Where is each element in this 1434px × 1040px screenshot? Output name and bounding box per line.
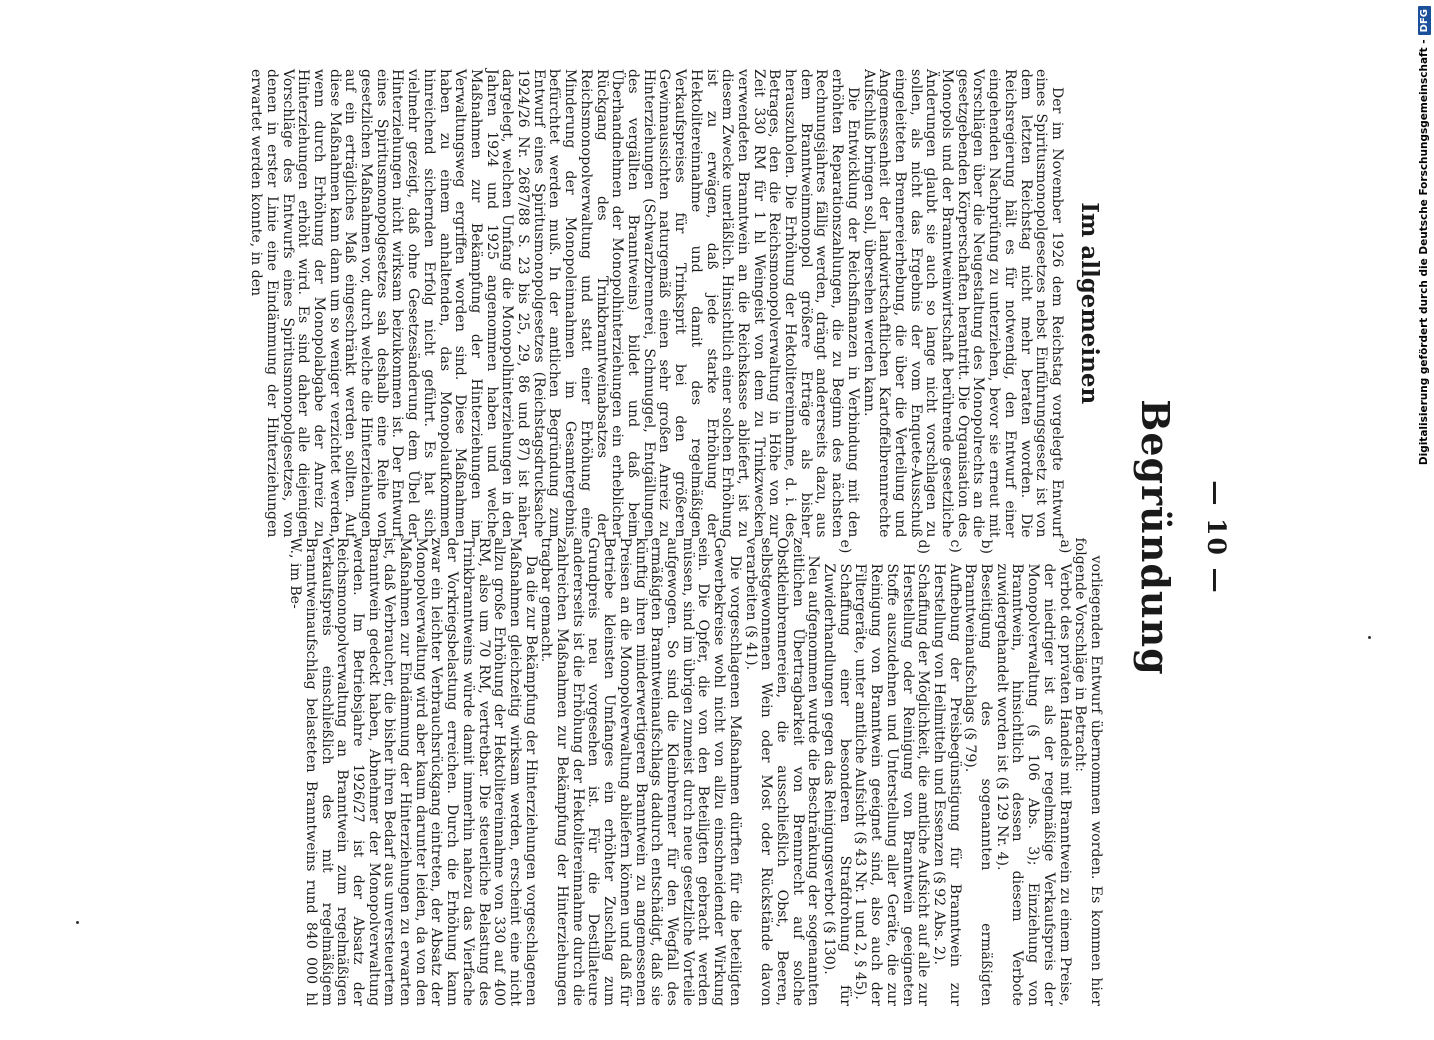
paragraph: Neu aufgenommen wurde die Beschränkung der sogenannten zeitlichen Übertragbarkeit von Brennrecht auf solche Obstkleinbrennereien, die ausschließlich Obst, Beeren, selbstgewonnenen Wein oder Most oder Rückstände davon verarbeiten (§ 41).: [742, 537, 822, 1006]
list-marker: a): [1056, 539, 1073, 554]
page-number: — 10 —: [1202, 480, 1231, 595]
paragraph: vorliegenden Entwurf übernommen worden. Es kommen hier folgende Vorschläge in Betracht:: [1072, 537, 1104, 1006]
right-column: [247, 538, 1103, 1007]
list-item-text: Verbot des privaten Handels mit Branntwein zu einem Preise, der niedriger ist als der regelmäßige Verkaufspreis der Monopolverwaltung (§ 106 Abs. 3); Einziehung von Branntwein, hinsichtlich dessen diesem Verbote zuwidergehandelt worden ist (§ 129 Nr. 4).: [993, 563, 1073, 1006]
list-marker: d): [915, 539, 932, 555]
watermark-text: Digitalisierung gefördert durch die Deutsche Forschungsgemeinschaft -: [1418, 39, 1430, 466]
page-title: Begründung: [1133, 399, 1178, 676]
list-marker: b): [978, 539, 995, 555]
text-columns: [247, 69, 1103, 1006]
scanned-page: [147, 35, 1277, 1040]
paragraph: Die vorgeschlagenen Maßnahmen dürften für die beteiligten Gewerbekreise wohl nicht von allzu einschneidender Wirkung sein. Die Opfer, die von den Beteiligten gebracht werden müssen, sind im übrigen zumeist durch neue gesetzliche Vorteile aufgewogen. So sind die Kleinbrenner für den Wegfall des ermäßigten Branntweinaufschlags dadurch entschädigt, daß sie künftig ihren minderwertigeren Branntwein zu angemessenen Preisen an die Monopolverwaltung abliefern können und daß für Betriebe kleinsten Umfanges ein erhöhter Zuschlag zum Grundpreis neu vorgesehen ist. Für die Destillateure andererseits ist die Erhöhung der Hektolitereinnahme durch die zahlreichen Maßnahmen zur Bekämpfung der Hinterziehungen tragbar gemacht.: [538, 537, 743, 1006]
list-item: [962, 538, 993, 1007]
list-item-text: Aufhebung der Preisbegünstigung für Branntwein zur Herstellung von Heilmitteln und Essenzen (§ 92 Abs. 2).: [930, 563, 963, 1006]
scan-speck: [76, 921, 79, 924]
paragraph: Die Entwicklung der Reichsfinanzen in Verbindung mit den erhöhten Reparationszahlungen, die zu Beginn des nächsten Rechnungsjahres fällig werden, drängt andererseits dazu, aus dem Branntweinmonopol größere Erträge als bisher herauszuholen. Die Erhöhung der Hektolitereinnahme, d. i. des Betrages, den die Reichsmonopolverwaltung in Höhe von zur Zeit 330 RM für 1 hl Weingeist von dem zu Trinkzwecken verwendeten Branntwein an die Reichskasse abliefert, ist zu diesem Zwecke unerläßlich. Hinsichtlich einer solchen Erhöhung ist zu erwägen, daß jede starke Erhöhung der Hektolitereinnahme und damit des regelmäßigen Verkaufspreises für Trinksprit bei den größeren Gewinnaussichten naturgemäß einen sehr großen Anreiz zu Hinterziehungen (Schwarzbrennerei, Schmuggel, Entgällungen des vergällten Branntweins) bildet und daß beim Überhandnehmen der Monopolhinterziehungen ein erheblicher Rückgang des Trinkbranntweinabsatzes der Reichsmonopolverwaltung und statt einer Erhöhung eine Minderung der Monopoleinnahmen im Gesamtergebnis befürchtet werden muß. In der amtlichen Begründung zum Entwurf eines Spiritusmonopolgesetzes (Reichstagsdrucksache 1924/26 Nr. 2687/88 S. 23 bis 25, 29, 86 und 87) ist näher dargelegt, welchen Umfang die Monopolhinterziehungen in den Jahren 1924 und 1925 angenommen haben und welche Maßnahmen zur Bekämpfung der Hinterziehungen im Verwaltungsweg ergriffen worden sind. Diese Maßnahmen haben zu einem anhaltenden, das Monopolaufkommen hinreichend sichernden Erfolg nicht geführt. Es hat sich vielmehr gezeigt, daß ohne Gesetzesänderung dem Übel der Hinterziehungen nicht wirksam beizukommen ist. Der Entwurf eines Spiritusmonopolgesetzes sah deshalb eine Reihe von gesetzlichen Maßnahmen vor, durch welche die Hinterziehungen auf ein erträgliches Maß eingeschränkt werden sollten. Auf diese Maßnahmen kann dann um so weniger verzichtet werden, wenn durch Erhöhung der Monopolabgabe der Anreiz zu Hinterziehungen erhöht wird. Es sind daher alle diejenigen Vorschläge des Entwurfs eines Spiritusmonopolgesetzes, von denen in erster Linie eine Eindämmung der Hinterziehungen erwartet werden konnte, in den: [248, 69, 861, 538]
left-column: [247, 69, 1103, 538]
list-marker: e): [836, 539, 853, 554]
list-item-text: Schaffung einer besonderen Strafdrohung für Zuwiderhandlungen gegen das Reinigungsverbot (§ 130).: [821, 563, 853, 1006]
list-item-text: Schaffung der Möglichkeit, die amtliche Aufsicht auf alle zur Herstellung oder Reinigung von Branntwein geeigneten Stoffe auszudehnen und Unterstellung aller Geräte, die zur Reinigung von Branntwein geeignet sind, also auch der Filtergeräte, unter amtliche Aufsicht (§ 43 Nr. 1 und 2, § 45).: [852, 563, 932, 1006]
section-heading: Im allgemeinen: [1076, 202, 1103, 405]
paragraph: Da die zur Bekämpfung der Hinterziehungen vorgeschlagenen Maßnahmen gleichzeitig wirksam werden, erscheint eine nicht allzu große Erhöhung der Hektolitereinnahme von 330 auf 400 RM, also um 70 RM, vertretbar. Die steuerliche Belastung des Trinkbranntweins würde damit immerhin nahezu das Vierfache der Vorkriegsbelastung erreichen. Durch die Erhöhung kann zwar ein leichter Verbrauchsrückgang eintreten, der Absatz der Monopolverwaltung wird aber kaum darunter leiden, da von den Maßnahmen zur Eindämmung der Hinterziehungen zu erwarten ist, daß Verbraucher, die bisher ihren Bedarf aus unversteuertem Branntwein gedeckt haben, Abnehmer der Monopolverwaltung werden. Im Betriebsjahre 1926/27 ist der Absatz der Reichsmonopolverwaltung an Branntwein zum regelmäßigen Verkaufspreis einschließlich des mit regelmäßigem Branntweinaufschlag belasteten Branntweins rund 840 000 hl W., im Be-: [287, 537, 539, 1006]
list-item: [993, 538, 1072, 1007]
dfg-logo: DFG: [1418, 6, 1431, 35]
scan-speck: [1368, 636, 1371, 639]
list-item: [930, 538, 961, 1007]
list-item-text: Beseitigung des sogenannten ermäßigten Branntweinaufschlags (§ 79).: [962, 563, 995, 1006]
list-item: [820, 538, 851, 1007]
list-item: [852, 538, 931, 1007]
digitization-watermark: [1413, 6, 1434, 996]
paragraph: Der im November 1926 dem Reichstag vorgelegte Entwurf eines Spiritusmonopolgesetzes nebst Einführungsgesetz ist von dem letzten Reichstag nicht mehr beraten worden. Die Reichsregierung hält es für notwendig, den Entwurf einer eingehenden Nachprüfung zu unterziehen, bevor sie erneut mit Vorschlägen über die Neugestaltung des Monopolrechts an die gesetzgebenden Körperschaften herantritt. Die Organisation des Monopols und der Branntweinwirtschaft berührende gesetzliche Änderungen glaubt sie auch so lange nicht vorschlagen zu sollen, als nicht das Ergebnis der vom Enquete-Ausschuß eingeleiteten Brennereierhebung, die über die Verteilung und Angemessenheit der landwirtschaftlichen Kartoffelbrennrechte Aufschluß bringen soll, übersehen werden kann.: [860, 69, 1065, 538]
list-marker: c): [946, 539, 963, 553]
